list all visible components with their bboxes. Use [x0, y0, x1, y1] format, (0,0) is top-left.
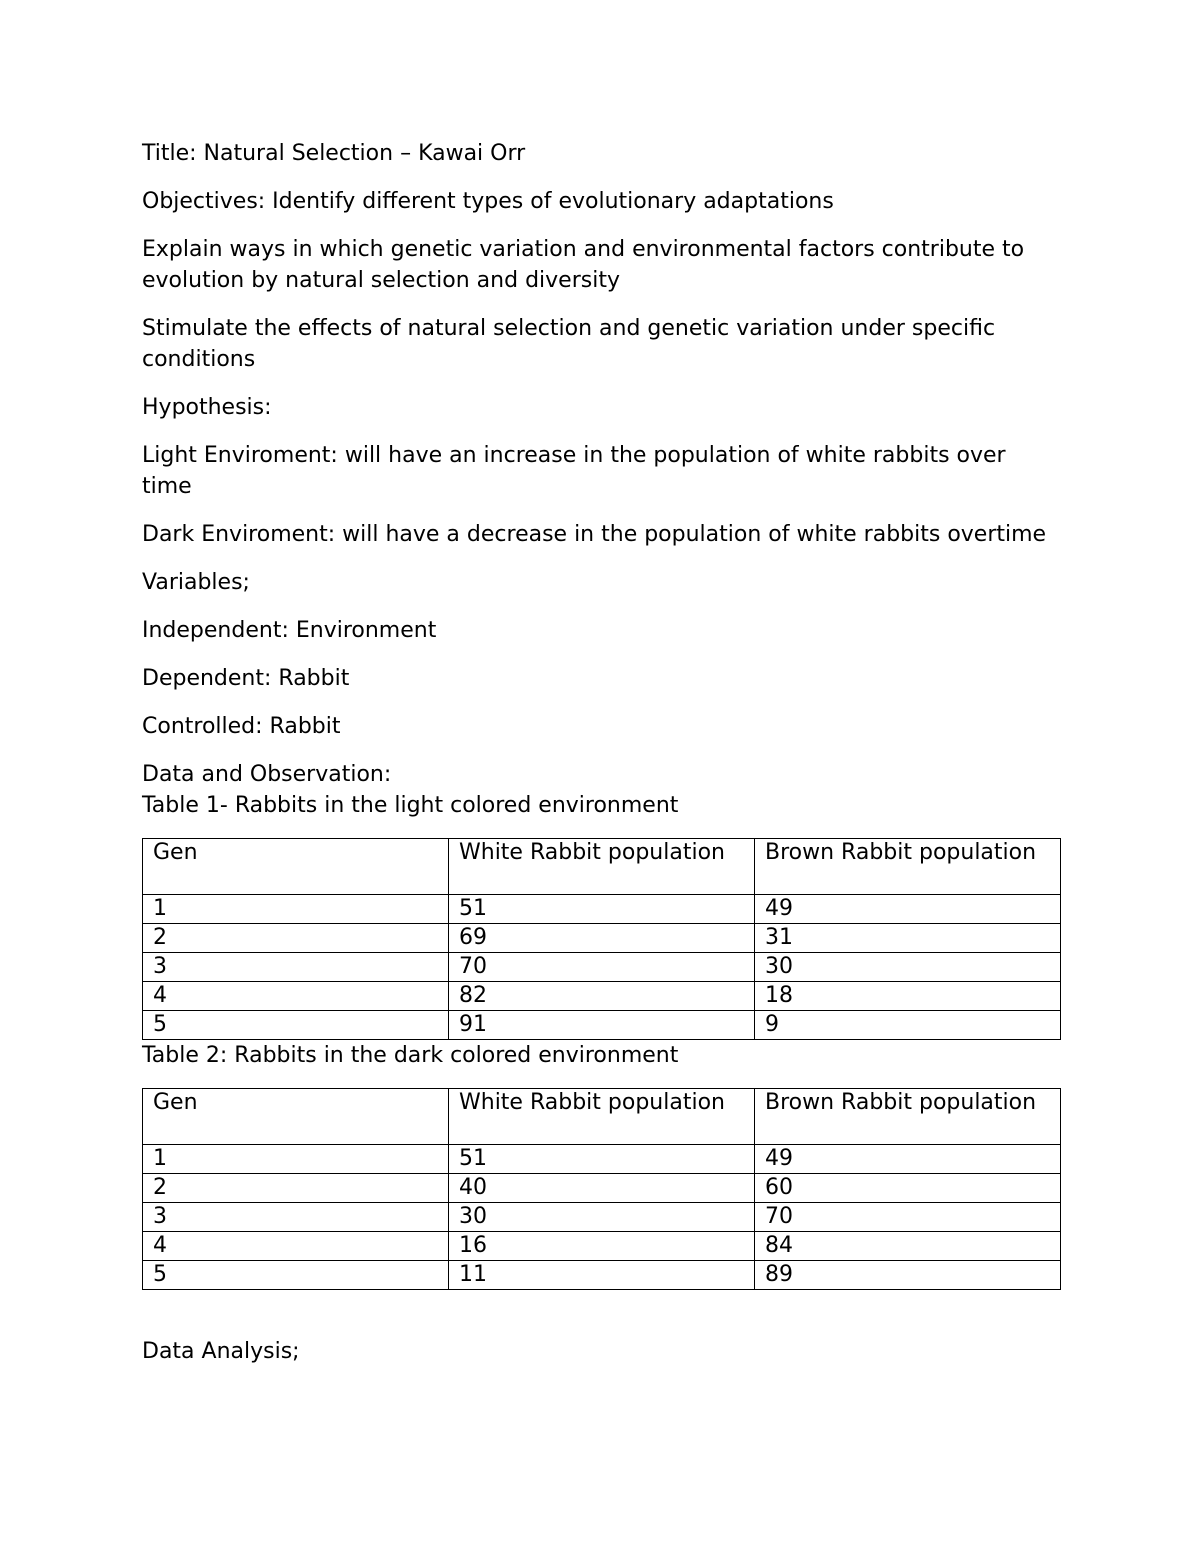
analysis-heading: Data Analysis; — [142, 1339, 300, 1364]
cell-brown: 30 — [755, 953, 1061, 982]
cell-white: 70 — [449, 953, 755, 982]
cell-brown: 18 — [755, 982, 1061, 1011]
explain-objective: Explain ways in which genetic variation and environmental factors contribute to evolution by natural selection and diversity — [142, 237, 1025, 293]
cell-brown: 9 — [755, 1011, 1061, 1040]
variables-heading: Variables; — [142, 570, 250, 595]
objectives-text: Objectives: Identify different types of evolutionary adaptations — [142, 189, 834, 214]
cell-gen: 1 — [143, 895, 449, 924]
table-header-row — [143, 1089, 1061, 1145]
cell-white: 11 — [449, 1261, 755, 1290]
cell-gen: 4 — [143, 1232, 449, 1261]
table-row — [143, 953, 1061, 982]
cell-brown: 84 — [755, 1232, 1061, 1261]
table-light-environment — [142, 838, 1061, 1040]
table-row — [143, 1145, 1061, 1174]
header-brown: Brown Rabbit population — [755, 1089, 1061, 1145]
cell-white: 40 — [449, 1174, 755, 1203]
stimulate-objective: Stimulate the effects of natural selection and genetic variation under specific conditions — [142, 316, 996, 372]
cell-brown: 70 — [755, 1203, 1061, 1232]
document-page — [142, 138, 1060, 1384]
cell-gen: 4 — [143, 982, 449, 1011]
cell-white: 51 — [449, 895, 755, 924]
table-dark-environment — [142, 1088, 1061, 1290]
cell-white: 30 — [449, 1203, 755, 1232]
cell-white: 51 — [449, 1145, 755, 1174]
cell-white: 82 — [449, 982, 755, 1011]
cell-white: 91 — [449, 1011, 755, 1040]
dependent-variable: Dependent: Rabbit — [142, 666, 350, 691]
table-row — [143, 924, 1061, 953]
cell-white: 16 — [449, 1232, 755, 1261]
table1-caption: Table 1- Rabbits in the light colored environment — [142, 793, 679, 818]
light-hypothesis: Light Enviroment: will have an increase in the population of white rabbits over time — [142, 443, 1006, 499]
header-white: White Rabbit population — [449, 1089, 755, 1145]
cell-brown: 49 — [755, 1145, 1061, 1174]
table-row — [143, 1011, 1061, 1040]
table2-caption: Table 2: Rabbits in the dark colored environment — [142, 1043, 679, 1068]
cell-gen: 5 — [143, 1011, 449, 1040]
cell-brown: 60 — [755, 1174, 1061, 1203]
cell-brown: 31 — [755, 924, 1061, 953]
controlled-variable: Controlled: Rabbit — [142, 714, 341, 739]
independent-variable: Independent: Environment — [142, 618, 437, 643]
table-row — [143, 1261, 1061, 1290]
table-row — [143, 982, 1061, 1011]
header-brown: Brown Rabbit population — [755, 839, 1061, 895]
header-gen: Gen — [143, 839, 449, 895]
header-gen: Gen — [143, 1089, 449, 1145]
header-white: White Rabbit population — [449, 839, 755, 895]
title-line: Title: Natural Selection – Kawai Orr — [142, 141, 526, 166]
cell-gen: 3 — [143, 953, 449, 982]
table-header-row — [143, 839, 1061, 895]
hypothesis-heading: Hypothesis: — [142, 395, 272, 420]
cell-brown: 49 — [755, 895, 1061, 924]
cell-gen: 3 — [143, 1203, 449, 1232]
table-row — [143, 1203, 1061, 1232]
cell-gen: 2 — [143, 1174, 449, 1203]
table-row — [143, 1232, 1061, 1261]
cell-gen: 5 — [143, 1261, 449, 1290]
cell-brown: 89 — [755, 1261, 1061, 1290]
table-row — [143, 1174, 1061, 1203]
table-row — [143, 895, 1061, 924]
cell-white: 69 — [449, 924, 755, 953]
data-heading: Data and Observation: — [142, 762, 392, 787]
cell-gen: 1 — [143, 1145, 449, 1174]
cell-gen: 2 — [143, 924, 449, 953]
dark-hypothesis: Dark Enviroment: will have a decrease in the population of white rabbits overtime — [142, 522, 1047, 547]
